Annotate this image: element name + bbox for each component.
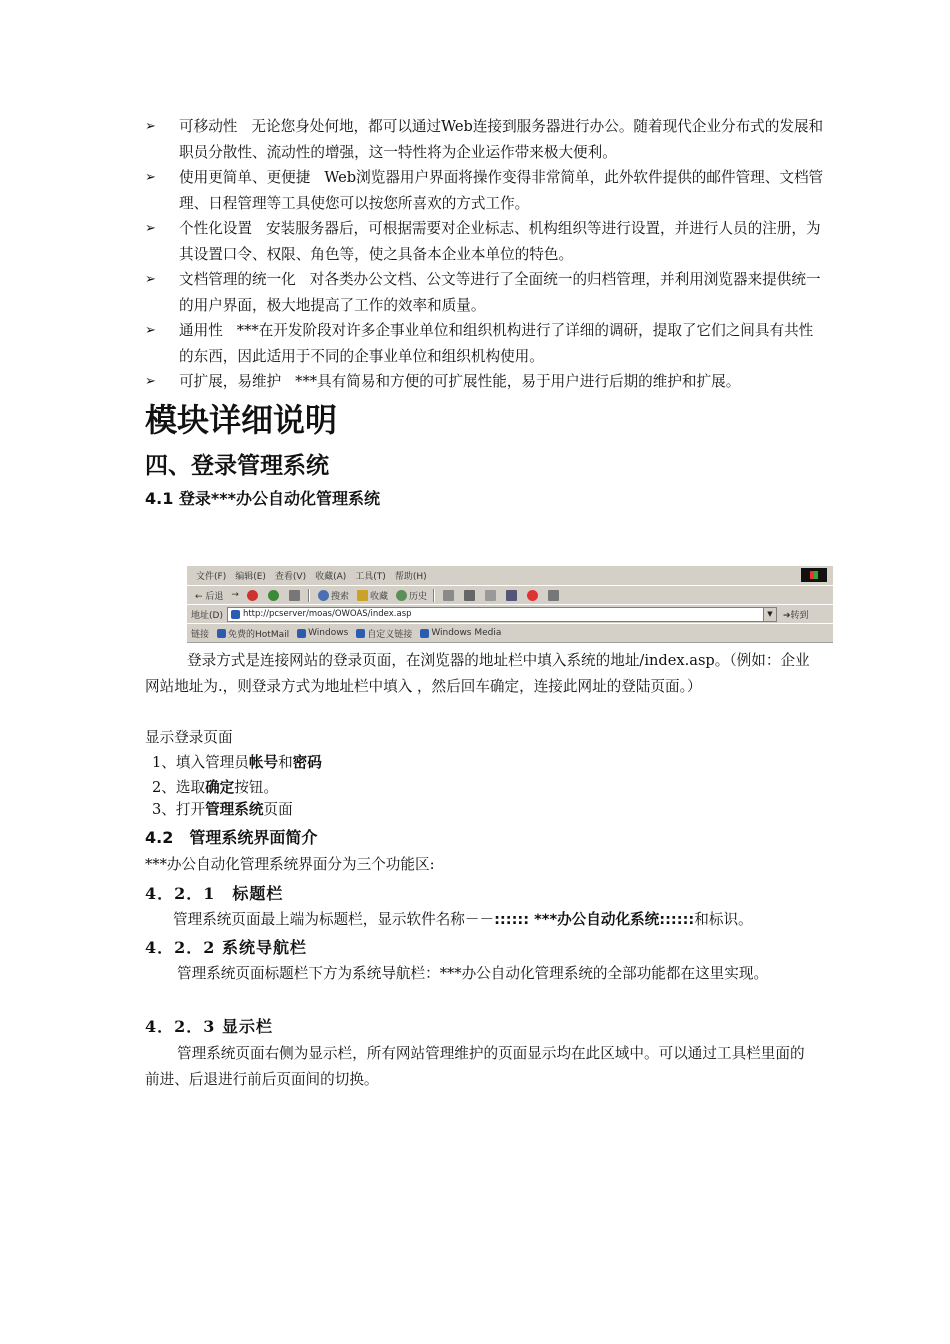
ie-page-icon xyxy=(231,610,240,619)
ie-page-icon xyxy=(297,629,306,638)
mail-icon xyxy=(443,590,454,601)
step-1 xyxy=(152,751,322,775)
bullet-keyword: 通用性 xyxy=(179,322,223,339)
bullet-document-management xyxy=(145,267,825,318)
history-button[interactable] xyxy=(396,589,427,602)
bullet-keyword: 可移动性 xyxy=(179,118,238,135)
heading-4-2-1: 4．2．1 标题栏 xyxy=(145,884,284,903)
discuss-button[interactable] xyxy=(506,590,519,601)
bookmark-button[interactable] xyxy=(548,590,561,601)
paragraph-text: 和标识。 xyxy=(694,911,753,928)
bullet-text: ***在开发阶段对许多企事业单位和组织机构进行了详细的调研，提取了它们之间具有共性的东西，因此适用于不同的企事业单位和组织机构使用。 xyxy=(179,322,814,365)
refresh-icon xyxy=(268,590,279,601)
menu-bar xyxy=(187,566,833,584)
bullet-text: 无论您身处何地，都可以通过Web连接到服务器进行办公。随着现代企业分布式的发展和职员分散性、流动性的增强，这一特性将为企业运作带来极大便利。 xyxy=(179,118,824,161)
arrow-bullet-icon: ➢ xyxy=(145,272,156,287)
step-text: 3、打开 xyxy=(152,801,206,818)
arrow-bullet-icon: ➢ xyxy=(145,221,156,236)
paragraph-4-2-2: 管理系统页面标题栏下方为系统导航栏：***办公自动化管理系统的全部功能都在这里实现。 xyxy=(177,965,769,982)
discuss-icon xyxy=(506,590,517,601)
back-button[interactable]: ← 后退 xyxy=(195,591,224,602)
arrow-bullet-icon: ➢ xyxy=(145,374,156,389)
address-value: http://pcserver/moas/OWOAS/index.asp xyxy=(242,609,412,619)
bullet-extensibility xyxy=(145,369,825,395)
link-custom[interactable] xyxy=(356,627,412,640)
intro-4-2: ***办公自动化管理系统界面分为三个功能区: xyxy=(145,856,435,873)
menu-edit[interactable]: 编辑(E) xyxy=(235,571,266,582)
step-3 xyxy=(152,798,293,822)
step-text: 和 xyxy=(278,754,293,771)
menu-view[interactable]: 查看(V) xyxy=(274,571,307,582)
paragraph-4-2-1 xyxy=(173,908,753,932)
heading-login-system: 四、登录管理系统 xyxy=(145,453,329,479)
menu-file[interactable]: 文件(F) xyxy=(196,571,227,582)
heading-4-1: 4.1 登录***办公自动化管理系统 xyxy=(145,489,381,508)
bookmark-icon xyxy=(548,590,559,601)
link-windows[interactable] xyxy=(297,628,348,638)
arrow-bullet-icon: ➢ xyxy=(145,119,156,134)
history-icon xyxy=(396,590,407,601)
browser-toolbar-screenshot xyxy=(187,566,833,643)
bullet-text: ***具有简易和方便的可扩展性能，易于用户进行后期的维护和扩展。 xyxy=(295,373,741,390)
bullet-text: 安装服务器后，可根据需要对企业标志、机构组织等进行设置，并进行人员的注册，为其设置口令、权限、角色等，使之具备本企业本单位的特色。 xyxy=(179,220,821,263)
heading-4-2-2: 4．2．2 系统导航栏 xyxy=(145,938,307,957)
links-bar xyxy=(187,623,833,642)
windows-logo-icon xyxy=(801,568,827,582)
home-icon xyxy=(289,590,300,601)
paragraph-4-2-3: 管理系统页面右侧为显示栏，所有网站管理维护的页面显示均在此区域中。可以通过工具栏里面的前进、后退进行前后页面间的切换。 xyxy=(145,1045,805,1088)
arrow-bullet-icon: ➢ xyxy=(145,323,156,338)
menu-help[interactable]: 帮助(H) xyxy=(394,571,427,582)
link-hotmail[interactable] xyxy=(217,627,289,640)
bullet-mobility xyxy=(145,114,825,165)
history-label: 历史 xyxy=(408,591,427,602)
mail-button[interactable] xyxy=(443,590,456,601)
step-bold: 密码 xyxy=(292,754,322,771)
menu-favorites[interactable]: 收藏(A) xyxy=(315,571,347,582)
step-bold: 确定 xyxy=(205,779,235,796)
bullet-text: Web浏览器用户界面将操作变得非常简单，此外软件提供的邮件管理、文档管理、日程管理等工具使您可以按您所喜欢的方式工作。 xyxy=(179,169,824,212)
link-label: Windows Media xyxy=(431,628,502,638)
step-bold: 帐号 xyxy=(248,754,279,771)
search-button[interactable] xyxy=(318,589,349,602)
address-bar xyxy=(187,604,833,623)
login-method-paragraph: 登录方式是连接网站的登录页面，在浏览器的地址栏中填入系统的地址/index.asp。（例如：企业网站地址为.，则登录方式为地址栏中填入 ，然后回车确定，连接此网址的登陆页面。） xyxy=(145,652,810,695)
print-button[interactable] xyxy=(464,590,477,601)
step-2 xyxy=(152,776,278,800)
ie-page-icon xyxy=(356,629,365,638)
edit-icon xyxy=(485,590,496,601)
favorites-icon xyxy=(357,590,368,601)
ie-page-icon xyxy=(420,629,429,638)
address-input[interactable] xyxy=(227,607,777,622)
favorites-button[interactable] xyxy=(357,589,388,602)
messenger-icon xyxy=(527,590,538,601)
feature-bullet-list xyxy=(145,114,825,395)
messenger-button[interactable] xyxy=(527,590,540,601)
bullet-keyword: 使用更简单、更便捷 xyxy=(179,169,311,186)
bullet-keyword: 个性化设置 xyxy=(179,220,252,237)
link-label: 免费的HotMail xyxy=(228,629,290,640)
step-text: 1、填入管理员 xyxy=(152,754,249,771)
arrow-bullet-icon: ➢ xyxy=(145,170,156,185)
step-bold: 管理系统 xyxy=(205,801,264,818)
go-button[interactable]: ➔转到 xyxy=(782,610,809,621)
address-label: 地址(D) xyxy=(191,610,223,621)
step-text: 页面 xyxy=(263,801,293,818)
bullet-keyword: 可扩展，易维护 xyxy=(179,373,282,390)
link-windows-media[interactable] xyxy=(420,628,501,638)
software-name-bold: :::::: ***办公自动化系统:::::: xyxy=(494,911,695,928)
edit-button[interactable] xyxy=(485,590,498,601)
paragraph-text: 管理系统页面最上端为标题栏，显示软件名称－－ xyxy=(173,911,495,928)
home-button[interactable] xyxy=(289,590,302,601)
chevron-down-icon[interactable]: ▼ xyxy=(763,608,776,621)
search-icon xyxy=(318,590,329,601)
toolbar-divider xyxy=(433,589,435,602)
go-label: 转到 xyxy=(790,610,809,621)
refresh-button[interactable] xyxy=(268,590,281,601)
bullet-universality xyxy=(145,318,825,369)
heading-4-2: 4.2 管理系统界面简介 xyxy=(145,828,318,847)
link-label: Windows xyxy=(308,628,349,638)
standard-toolbar xyxy=(187,585,833,604)
ie-page-icon xyxy=(217,629,226,638)
links-label: 链接 xyxy=(191,629,210,640)
heading-module-details: 模块详细说明 xyxy=(145,401,338,439)
bullet-ease-of-use xyxy=(145,165,825,216)
link-label: 自定义链接 xyxy=(367,629,413,640)
toolbar-divider xyxy=(308,589,310,602)
step-text: 按钮。 xyxy=(234,779,279,796)
heading-4-2-3: 4．2．3 显示栏 xyxy=(145,1017,273,1036)
show-login-page-text: 显示登录页面 xyxy=(145,729,233,746)
bullet-text: 对各类办公文档、公文等进行了全面统一的归档管理，并利用浏览器来提供统一的用户界面，极大地提高了工作的效率和质量。 xyxy=(179,271,821,314)
forward-button[interactable]: → xyxy=(231,590,239,600)
favorites-label: 收藏 xyxy=(369,591,388,602)
stop-icon xyxy=(247,590,258,601)
bullet-keyword: 文档管理的统一化 xyxy=(179,271,296,288)
search-label: 搜索 xyxy=(330,591,349,602)
stop-button[interactable] xyxy=(247,590,260,601)
print-icon xyxy=(464,590,475,601)
step-text: 2、选取 xyxy=(152,779,206,796)
bullet-personalization xyxy=(145,216,825,267)
menu-tools[interactable]: 工具(T) xyxy=(355,571,386,582)
